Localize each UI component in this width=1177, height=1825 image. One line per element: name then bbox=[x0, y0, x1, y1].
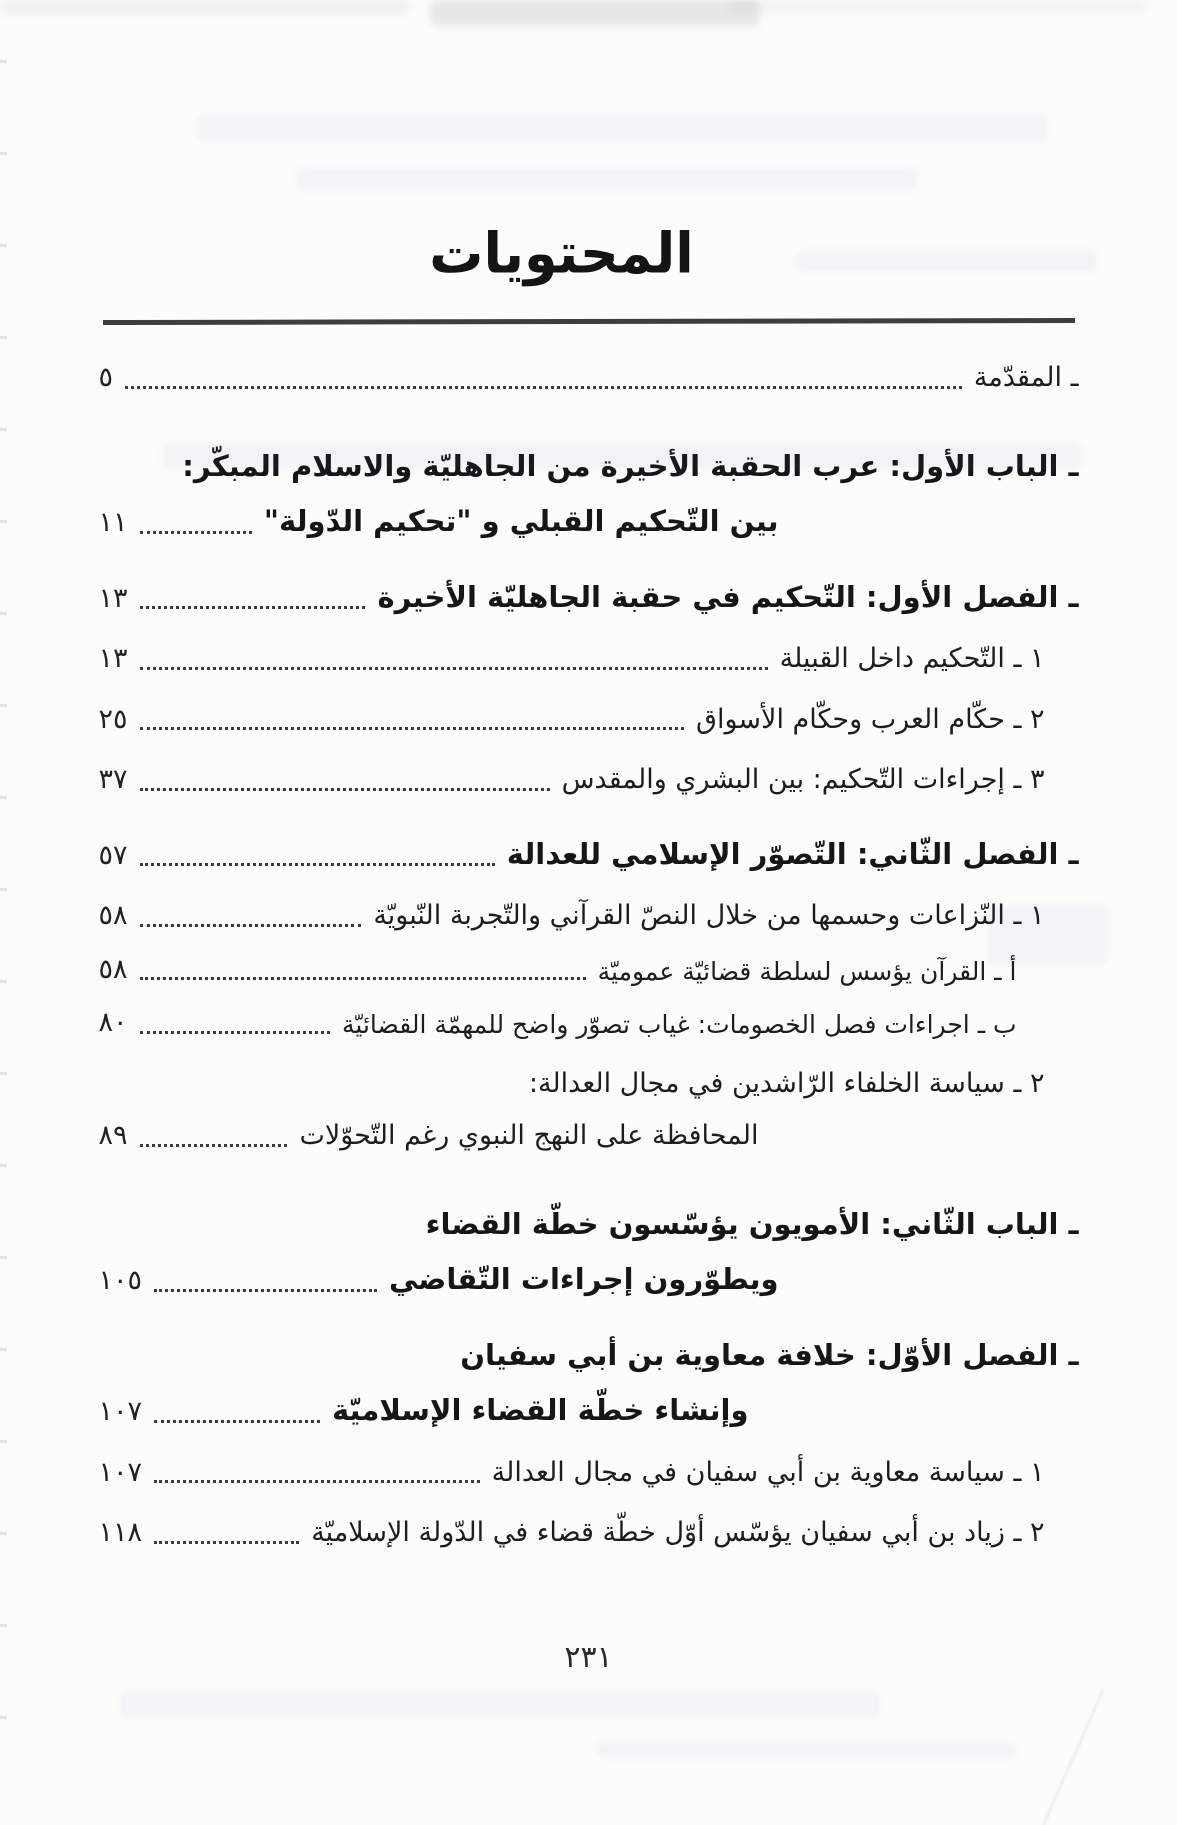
entry-page-number: ٥٨ bbox=[98, 953, 128, 985]
dot-leader bbox=[140, 1144, 288, 1147]
toc-entry bbox=[99, 1116, 1079, 1157]
entry-text: بين التّحكيم القبلي و "تحكيم الدّولة" bbox=[263, 504, 779, 538]
dot-leader bbox=[154, 1541, 299, 1544]
entry-text: ٢ ـ زياد بن أبي سفيان يؤسّس أوّل خطّة قضاء في الدّولة الإسلاميّة bbox=[311, 1517, 1045, 1548]
bleed-through-ghost-text bbox=[597, 1742, 1017, 1758]
entry-text: ـ المقدّمة bbox=[973, 362, 1079, 393]
toc-entry bbox=[99, 576, 1079, 620]
entry-text: ١ ـ التّحكيم داخل القبيلة bbox=[779, 643, 1045, 674]
toc-entry bbox=[99, 639, 1079, 680]
bleed-through-ghost-text bbox=[197, 115, 1047, 141]
entry-page-number: ١٣ bbox=[98, 582, 128, 614]
entry-page-number: ١١٨ bbox=[98, 1517, 143, 1548]
bleed-through-ghost-text bbox=[297, 168, 917, 190]
dot-leader bbox=[140, 727, 685, 730]
entry-text: ٣ ـ إجراءات التّحكيم: بين البشري والمقدس bbox=[561, 764, 1045, 795]
dot-leader bbox=[125, 386, 962, 389]
entry-page-number: ٨٠ bbox=[98, 1007, 128, 1038]
dot-leader bbox=[140, 606, 366, 609]
entry-page-number: ٨٩ bbox=[98, 1120, 128, 1151]
entry-text: ٢ ـ حكّام العرب وحكّام الأسواق bbox=[696, 703, 1045, 735]
entry-text: ـ الفصل الأول: التّحكيم في حقبة الجاهليّة الأخيرة bbox=[377, 579, 1079, 614]
entry-text: ١ ـ النّزاعات وحسمها من خلال النصّ القرآني والتّجربة النّبويّة bbox=[373, 900, 1045, 931]
entry-page-number: ٥٧ bbox=[98, 839, 128, 871]
entry-text: ويطوّرون إجراءات التّقاضي bbox=[388, 1262, 779, 1296]
title-rule bbox=[102, 318, 1074, 325]
toc-entry bbox=[99, 1258, 1079, 1302]
page-title: المحتويات bbox=[429, 220, 694, 287]
bleed-through-ghost-text bbox=[120, 1693, 880, 1717]
toc-entry bbox=[99, 358, 1079, 399]
toc-entry bbox=[99, 500, 1079, 544]
entry-page-number: ١٣ bbox=[98, 643, 128, 674]
entry-text: ـ الفصل الأوّل: خلافة معاوية بن أبي سفيان bbox=[460, 1337, 1079, 1372]
scan-smudge bbox=[0, 0, 410, 14]
bleed-through-ghost-text bbox=[162, 443, 1082, 469]
dot-leader bbox=[140, 977, 586, 980]
toc-entry bbox=[99, 1203, 1079, 1247]
entry-page-number: ٢٥ bbox=[98, 703, 128, 735]
entry-text: وإنشاء خطّة القضاء الإسلاميّة bbox=[331, 1393, 749, 1427]
toc-entry bbox=[99, 950, 1079, 991]
entry-text: ب ـ اجراءات فصل الخصومات: غياب تصوّر واضح للمهمّة القضائيّة bbox=[342, 1010, 1017, 1039]
page-number: ٢٣١ bbox=[564, 1640, 613, 1675]
dot-leader bbox=[140, 863, 495, 866]
toc-entry bbox=[99, 700, 1079, 741]
entry-page-number: ١٠٧ bbox=[98, 1456, 143, 1488]
entry-page-number: ٣٧ bbox=[98, 764, 128, 795]
toc-entry bbox=[99, 833, 1079, 877]
entry-page-number: ٥ bbox=[98, 362, 114, 393]
entry-text: المحافظة على النهج النبوي رغم التّحوّلات bbox=[299, 1120, 759, 1151]
dot-leader bbox=[140, 1031, 330, 1034]
dot-leader bbox=[140, 788, 550, 791]
dot-leader bbox=[140, 924, 362, 927]
entry-text: ٢ ـ سياسة الخلفاء الرّاشدين في مجال العدالة: bbox=[528, 1067, 1045, 1099]
entry-text: ١ ـ سياسة معاوية بن أبي سفيان في مجال العدالة bbox=[491, 1456, 1045, 1488]
bleed-through-ghost-text bbox=[987, 905, 1107, 965]
entry-text: ـ الباب الأول: عرب الحقبة الأخيرة من الجاهليّة والاسلام المبكّر: bbox=[182, 448, 1079, 483]
scan-smudge bbox=[727, 0, 1147, 12]
toc-entry bbox=[99, 1389, 1079, 1433]
toc-entry bbox=[99, 1513, 1079, 1554]
scan-smudge bbox=[430, 0, 760, 26]
dot-leader bbox=[154, 1480, 480, 1483]
dot-leader bbox=[140, 667, 768, 670]
scanner-edge-tick-marks bbox=[0, 60, 7, 1780]
toc-entry bbox=[99, 1453, 1079, 1494]
toc-entry bbox=[99, 760, 1079, 801]
entry-page-number: ١٠٥ bbox=[98, 1265, 143, 1296]
entry-text: ـ الفصل الثّاني: التّصوّر الإسلامي للعدالة bbox=[506, 836, 1079, 871]
page-crease bbox=[1008, 1689, 1104, 1825]
toc-entry bbox=[99, 1064, 1079, 1105]
dot-leader bbox=[140, 531, 252, 534]
entry-text: أ ـ القرآن يؤسس لسلطة قضائيّة عموميّة bbox=[597, 956, 1017, 986]
entry-text: ـ الباب الثّاني: الأمويون يؤسّسون خطّة القضاء bbox=[425, 1206, 1079, 1241]
entry-page-number: ١٠٧ bbox=[98, 1396, 143, 1427]
entry-page-number: ١١ bbox=[98, 507, 128, 538]
dot-leader bbox=[154, 1289, 377, 1292]
toc-entry bbox=[99, 896, 1079, 937]
toc-list bbox=[99, 358, 1079, 1554]
toc-entry bbox=[99, 1334, 1079, 1378]
dot-leader bbox=[154, 1420, 320, 1423]
toc-entry bbox=[99, 1003, 1079, 1044]
entry-page-number: ٥٨ bbox=[98, 900, 128, 931]
